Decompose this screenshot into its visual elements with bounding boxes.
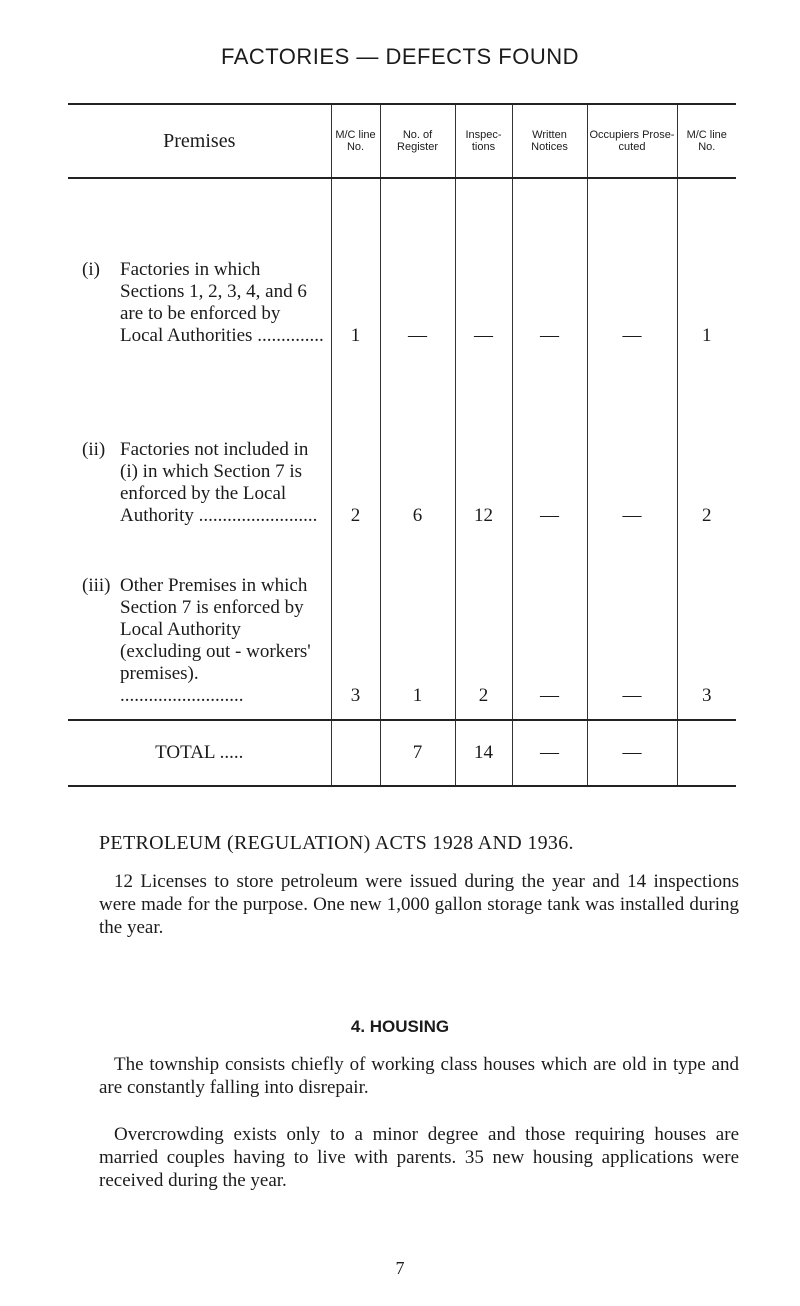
premises-cell: [68, 178, 331, 359]
premises-cell: [68, 539, 331, 720]
total-written-notices: —: [512, 720, 587, 786]
total-mc-line-no-right: [677, 720, 736, 786]
row-label: Factories in which Sections 1, 2, 3, 4, and 6 are to be enforced by Local Authorities: [120, 259, 307, 346]
total-row: [68, 720, 736, 786]
cell-no-of-register: 1: [380, 539, 455, 720]
cell-no-of-register: 6: [380, 359, 455, 539]
page-title: FACTORIES — DEFECTS FOUND: [220, 44, 579, 69]
housing-paragraph-2: Overcrowding exists only to a minor degree and those requiring houses are married couples having to live with parents. 35 new housing applications were received during the year.: [99, 1124, 739, 1191]
cell-no-of-register: —: [380, 178, 455, 359]
cell-occupiers-prosecuted: —: [587, 359, 677, 539]
total-label-cell: [68, 720, 331, 786]
housing-paragraph-1: The township consists chiefly of working class houses which are old in type and are constantly falling into disrepair.: [99, 1054, 739, 1098]
header-written-notices: Written Notices: [512, 104, 587, 178]
leader-dots: ..............: [257, 325, 324, 346]
leader-dots: .....: [219, 742, 244, 763]
header-no-of-register: No. of Register: [380, 104, 455, 178]
cell-mc-line-no: 1: [331, 178, 380, 359]
cell-mc-line-no-right: 1: [677, 178, 736, 359]
total-mc-line-no: [331, 720, 380, 786]
premises-cell: [68, 359, 331, 539]
row-number: (iii): [82, 575, 111, 596]
defects-table-wrapper: [68, 103, 736, 787]
cell-inspections: 12: [455, 359, 512, 539]
leader-dots: .........................: [198, 505, 318, 526]
cell-inspections: —: [455, 178, 512, 359]
header-occupiers-prosecuted: Occupiers Prose- cuted: [587, 104, 677, 178]
cell-occupiers-prosecuted: —: [587, 539, 677, 720]
petroleum-paragraph: 12 Licenses to store petroleum were issued during the year and 14 inspections were made for the purpose. One new 1,000 gallon storage tank was installed during the year.: [99, 871, 739, 938]
total-inspections: 14: [455, 720, 512, 786]
header-premises: Premises: [68, 104, 331, 178]
petroleum-heading: PETROLEUM (REGULATION) ACTS 1928 AND 1936.: [99, 832, 574, 854]
housing-heading: 4. HOUSING: [350, 1017, 450, 1036]
cell-mc-line-no: 2: [331, 359, 380, 539]
header-inspections: Inspec- tions: [455, 104, 512, 178]
cell-mc-line-no-right: 2: [677, 359, 736, 539]
row-number: (i): [82, 259, 100, 280]
header-mc-line-no-right: M/C line No.: [677, 104, 736, 178]
total-occupiers-prosecuted: —: [587, 720, 677, 786]
cell-written-notices: —: [512, 178, 587, 359]
cell-written-notices: —: [512, 359, 587, 539]
cell-mc-line-no-right: 3: [677, 539, 736, 720]
defects-table: [68, 103, 736, 787]
row-label: Factories not included in (i) in which Section 7 is enforced by the Local Authority: [120, 439, 309, 526]
total-no-of-register: 7: [380, 720, 455, 786]
row-number: (ii): [82, 439, 106, 460]
total-label: TOTAL: [155, 742, 215, 763]
table-row: [68, 178, 736, 359]
cell-occupiers-prosecuted: —: [587, 178, 677, 359]
row-label: Other Premises in which Section 7 is enforced by Local Authority (excluding out - workers' premises).: [120, 575, 311, 684]
leader-dots: ..........................: [120, 685, 244, 706]
header-mc-line-no: M/C line No.: [331, 104, 380, 178]
page-number: 7: [395, 1258, 405, 1278]
table-row: [68, 359, 736, 539]
cell-inspections: 2: [455, 539, 512, 720]
cell-written-notices: —: [512, 539, 587, 720]
table-header-row: [68, 104, 736, 178]
cell-mc-line-no: 3: [331, 539, 380, 720]
table-row: [68, 539, 736, 720]
